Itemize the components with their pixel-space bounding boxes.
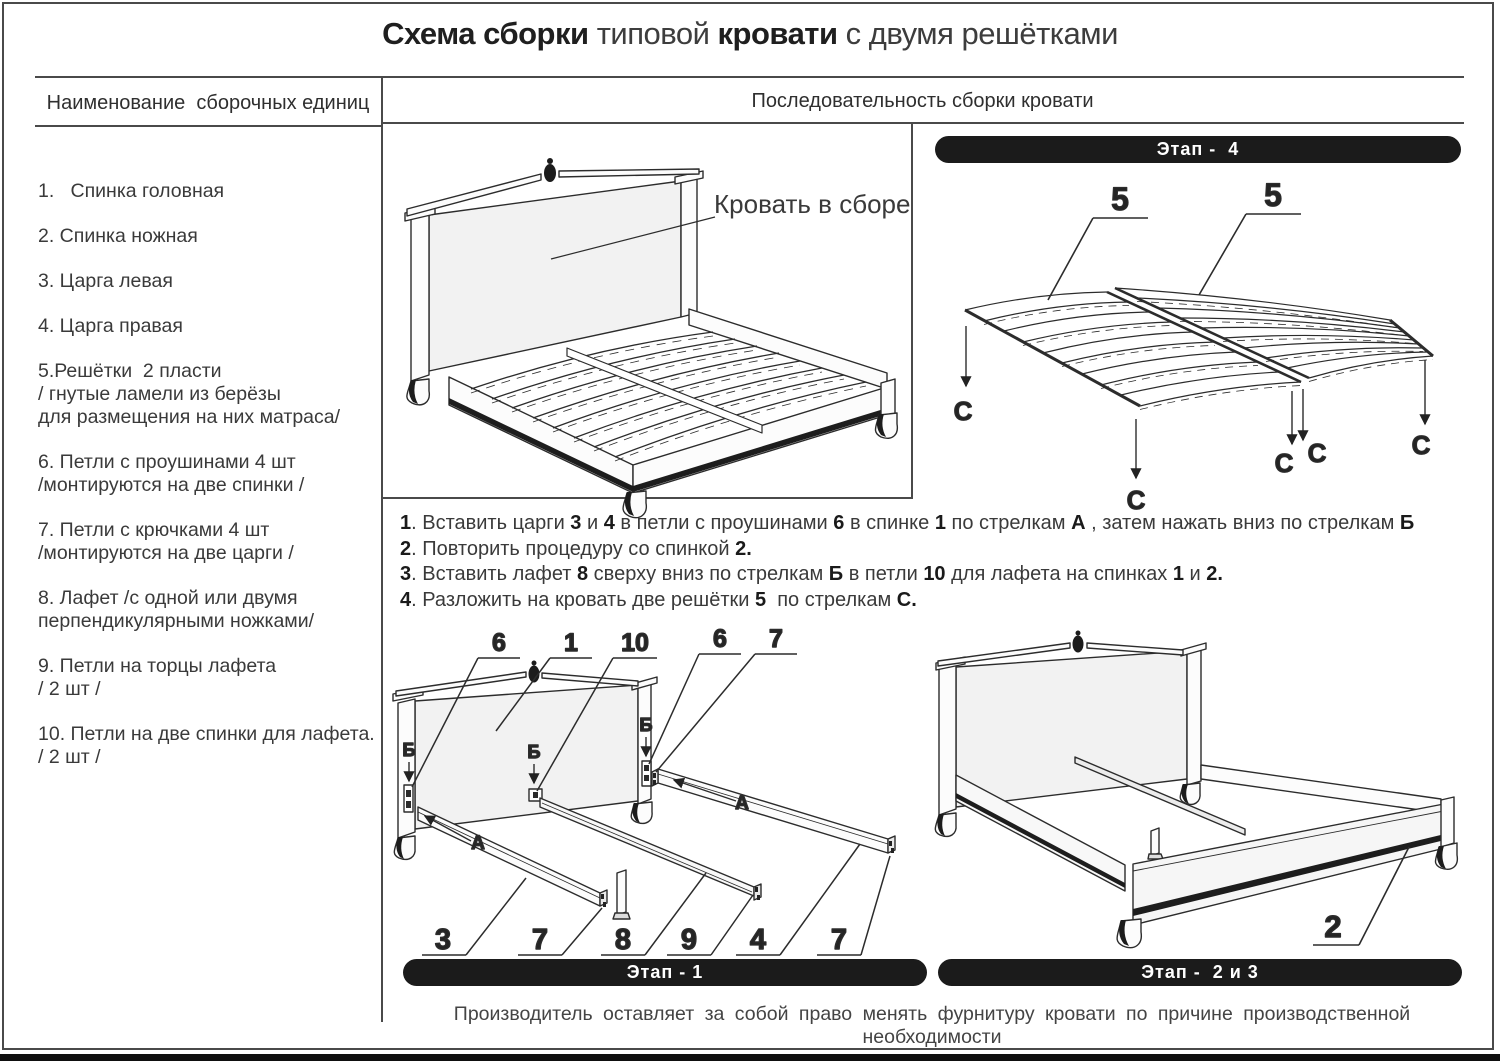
stage4-part-labels [1048, 214, 1301, 300]
part-label: 6 [492, 629, 506, 657]
arrow-label-c: С [1411, 430, 1431, 460]
part-label-5-right: 5 [1264, 177, 1282, 213]
arrow-label-a: А [735, 793, 749, 814]
arrow-label-a: А [471, 833, 485, 854]
part-label-5-left: 5 [1111, 181, 1129, 217]
instruction-step-4: 4. Разложить на кровать две решётки 5 по стрелкам С. [400, 588, 917, 611]
stage1-bottom-leaders [422, 844, 890, 955]
stage23-pill: Этап - 2 и 3 [938, 959, 1462, 986]
part-item-8: 8. Лафет /с одной или двумя перпендикулярными ножками/ [38, 587, 315, 632]
center-rail [567, 348, 762, 433]
stage23-far-rail [1201, 765, 1441, 813]
instruction-step-2: 2. Повторить процедуру со спинкой 2. [400, 537, 752, 560]
assembled-bed-caption: Кровать в сборе [714, 189, 911, 219]
tsarga-4 [652, 769, 895, 853]
arrow-label-b: Б [402, 740, 416, 760]
stage1-figure [390, 615, 930, 959]
part-item-6: 6. Петли с проушинами 4 шт /монтируются на две спинки / [38, 451, 305, 496]
assembled-bed-figure [383, 127, 911, 495]
left-header-underline [35, 125, 381, 127]
title-divider [35, 76, 1464, 78]
right-column-header: Последовательность сборки кровати [751, 90, 1094, 112]
assembly-instructions [400, 511, 1466, 613]
part-label-2: 2 [1324, 909, 1342, 944]
right-header-underline [381, 122, 1464, 124]
arrow-label-c: С [1307, 438, 1327, 468]
part-item-10: 10. Петли на две спинки для лафета. / 2 шт / [38, 723, 375, 768]
instruction-step-1: 1. Вставить царги 3 и 4 в петли с проушинами 6 в спинке 1 по стрелкам А , затем нажать вниз по стрелкам Б [400, 512, 1415, 534]
page-title: Схема сборки типовой кровати с двумя решётками [382, 16, 1118, 51]
part-label: 4 [749, 924, 767, 956]
part-item-2: 2. Спинка ножная [38, 225, 198, 247]
part-label: 1 [564, 629, 578, 657]
arrow-label-b: Б [639, 715, 653, 735]
stage4-pill: Этап - 4 [935, 136, 1461, 163]
lattice-right [1115, 288, 1433, 382]
part-item-1: 1. Спинка головная [38, 180, 225, 202]
assembled-box-right-border [911, 122, 913, 499]
parts-list [38, 180, 384, 791]
arrow-label-b: Б [527, 742, 541, 762]
left-column-header: Наименование сборочных единиц [46, 92, 370, 114]
part-label: 7 [769, 625, 783, 653]
part-item-7: 7. Петли с крючками 4 шт /монтируются на две царги / [38, 519, 294, 564]
stage23-footboard [1117, 797, 1457, 948]
stage23-figure [935, 615, 1465, 959]
stage4-figure [935, 168, 1465, 514]
part-label: 9 [680, 924, 698, 956]
bottom-black-bar [0, 1054, 1500, 1061]
headboard-finial-icon [1073, 636, 1084, 653]
arrow-label-c: С [1274, 448, 1294, 478]
arrow-label-c: С [1126, 485, 1146, 515]
part-item-4: 4. Царга правая [38, 315, 183, 337]
headboard [405, 158, 703, 381]
part-item-5: 5.Решётки 2 пласти / гнутые ламели из берёзы для размещения на них матраса/ [38, 360, 341, 428]
part-label: 6 [713, 625, 727, 653]
headboard-finial-icon [544, 164, 556, 182]
part-label: 7 [830, 924, 848, 956]
part-label: 8 [614, 924, 632, 956]
footer-disclaimer: Производитель оставляет за собой право менять фурнитуру кровати по причине производственной необходимости [453, 1003, 1411, 1048]
stage1-pill: Этап - 1 [403, 959, 927, 986]
assembled-box-bottom-border [381, 497, 913, 499]
arrow-label-c: С [953, 396, 973, 426]
part-label: 7 [531, 924, 549, 956]
instruction-step-3: 3. Вставить лафет 8 сверху вниз по стрелкам Б в петли 10 для лафета на спинках 1 и 2. [400, 563, 1223, 585]
part-label: 3 [434, 924, 452, 956]
part-item-3: 3. Царга левая [38, 270, 173, 292]
part-item-9: 9. Петли на торцы лафета / 2 шт / [38, 655, 277, 700]
part-label: 10 [621, 629, 649, 657]
